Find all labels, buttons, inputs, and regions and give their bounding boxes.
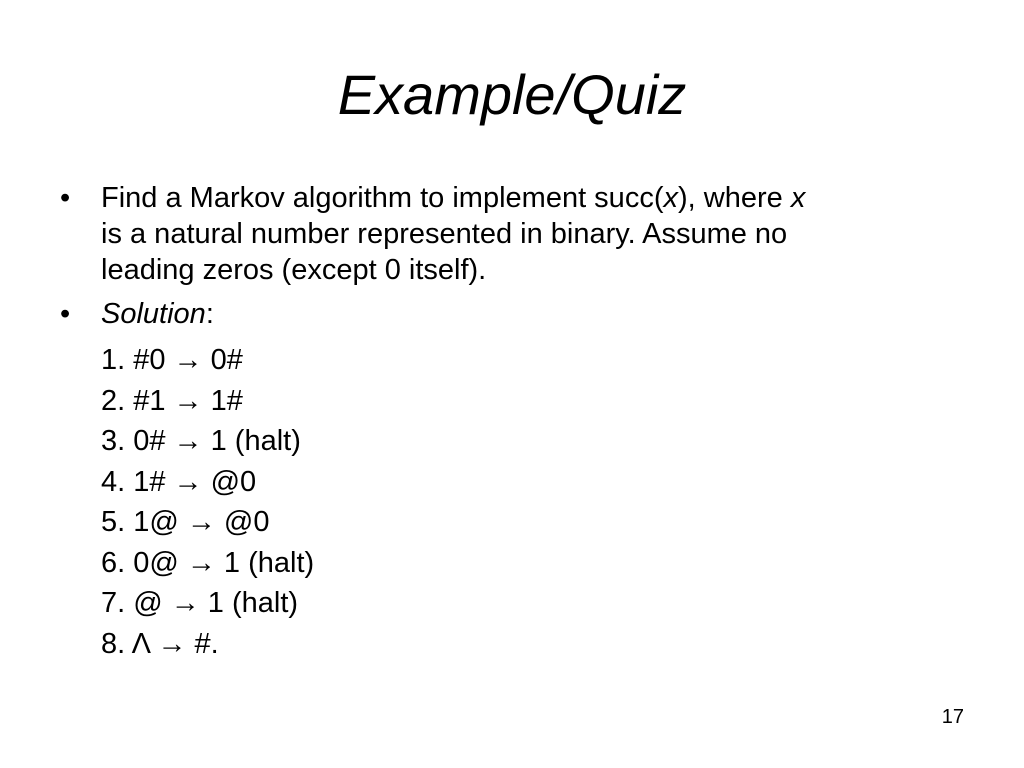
page-number: 17 xyxy=(941,706,964,728)
rule-item: 5. 1@ → @0 xyxy=(101,506,270,538)
solution-label: Solution xyxy=(101,298,206,330)
bullet-question xyxy=(60,180,960,288)
rule-item: 4. 1# → @0 xyxy=(101,465,257,498)
variable-x: x xyxy=(663,182,678,214)
slide-body xyxy=(60,180,960,664)
rule-list xyxy=(60,340,960,664)
bullet-icon: • xyxy=(60,182,71,214)
rule-item: 7. @ → 1 (halt) xyxy=(101,587,299,619)
question-line-2: is a natural number represented in binary. Assume no xyxy=(101,218,788,250)
question-line-3: leading zeros (except 0 itself). xyxy=(101,254,487,286)
rule-item: 6. 0@ → 1 (halt) xyxy=(101,546,315,579)
rule-item: 8. Λ → #. xyxy=(101,627,219,660)
question-line-1: Find a Markov algorithm to implement succ(x), where x xyxy=(101,182,806,214)
bullet-solution: • Solution: xyxy=(60,298,214,330)
slide-title: Example/Quiz xyxy=(337,63,687,126)
variable-x: x xyxy=(790,182,806,214)
rule-item: 2. #1 → 1# xyxy=(101,384,243,417)
rule-item: 3. 0# → 1 (halt) xyxy=(101,425,301,457)
rule-item: 1. #0 → 0# xyxy=(101,344,243,376)
bullet-icon: • xyxy=(60,298,71,330)
